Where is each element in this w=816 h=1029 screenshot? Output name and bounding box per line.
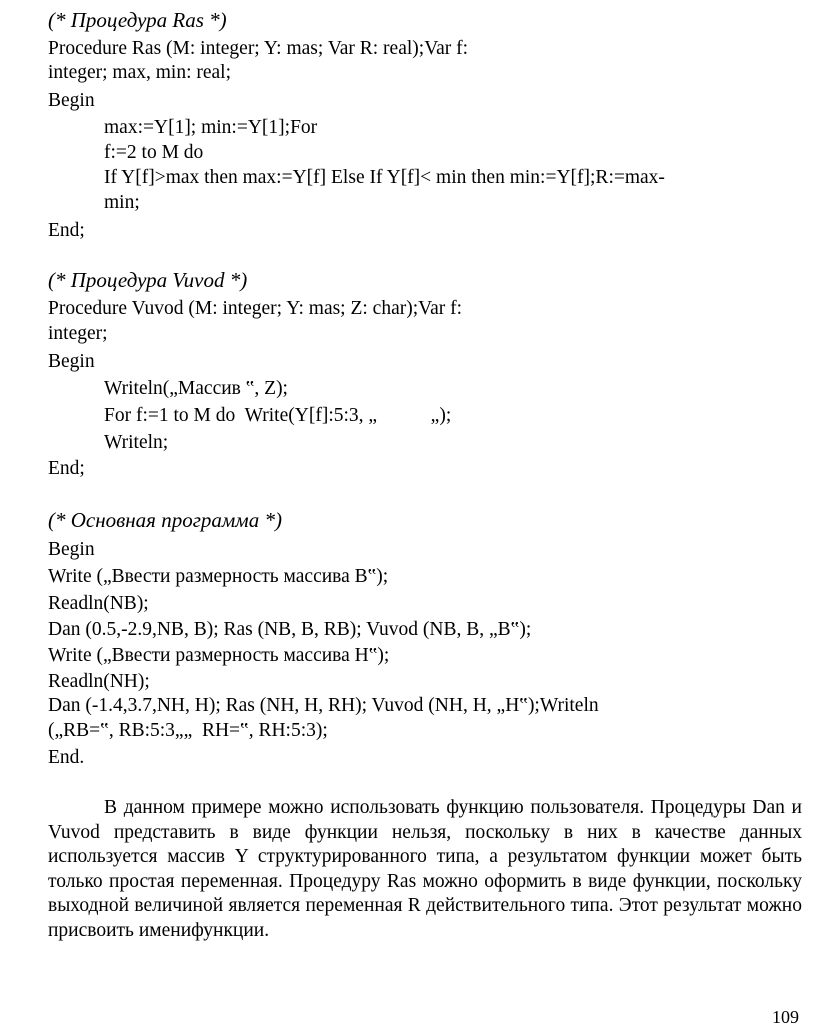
code-line: max:=Y[1]; min:=Y[1];For (104, 117, 318, 138)
code-line: Writeln; (104, 432, 169, 453)
code-line: f:=2 to M do (104, 142, 204, 163)
code-line: Readln(NH); (48, 671, 150, 692)
comment-main: (* Основная программа *) (48, 508, 282, 532)
code-line: End; (48, 220, 85, 241)
code-line: Write („Ввести размерность массива H‟); (48, 645, 390, 666)
comment-ras: (* Процедура Ras *) (48, 8, 227, 32)
code-line: Begin (48, 539, 95, 560)
code-line: Writeln(„Массив ‟, Z); (104, 378, 288, 399)
code-line: Dan (-1.4,3.7,NH, H); Ras (NH, H, RH); Vuvod (NH, H, „H‟);Writeln (48, 695, 599, 716)
code-line: Begin (48, 90, 95, 111)
code-line: Procedure Ras (M: integer; Y: mas; Var R: real);Var f: (48, 38, 469, 59)
code-line: integer; max, min: real; (48, 62, 232, 83)
code-line: („RB=‟, RB:5:3„„ RH=‟, RH:5:3); (48, 720, 328, 741)
code-line: End; (48, 458, 85, 479)
explanation-paragraph: В данном примере можно использовать функцию пользователя. Процедуры Dan и Vuvod представить в виде функции нельзя, поскольку в них в качестве данных используется массив Y структурированного типа, а результатом функции может быть только простая переменная. Процедуру Ras можно оформить в виде функции, поскольку выходной величиной является переменная R действительного типа. Этот результат можно присвоить именифункции. (48, 797, 802, 941)
code-line: Procedure Vuvod (M: integer; Y: mas; Z: char);Var f: (48, 298, 463, 319)
code-line: If Y[f]>max then max:=Y[f] Else If Y[f]< min then min:=Y[f];R:=max- (104, 167, 665, 188)
code-line: Dan (0.5,-2.9,NB, B); Ras (NB, B, RB); Vuvod (NB, B, „B‟); (48, 619, 532, 640)
comment-vuvod: (* Процедура Vuvod *) (48, 268, 248, 292)
code-line: For f:=1 to M do Write(Y[f]:5:3, „ „); (104, 405, 452, 426)
code-line: Write („Ввести размерность массива B‟); (48, 566, 389, 587)
code-line: Begin (48, 351, 95, 372)
code-line: min; (104, 192, 140, 213)
page-number: 109 (772, 1007, 799, 1027)
code-line: End. (48, 747, 85, 768)
code-line: integer; (48, 323, 108, 344)
code-line: Readln(NB); (48, 593, 149, 614)
